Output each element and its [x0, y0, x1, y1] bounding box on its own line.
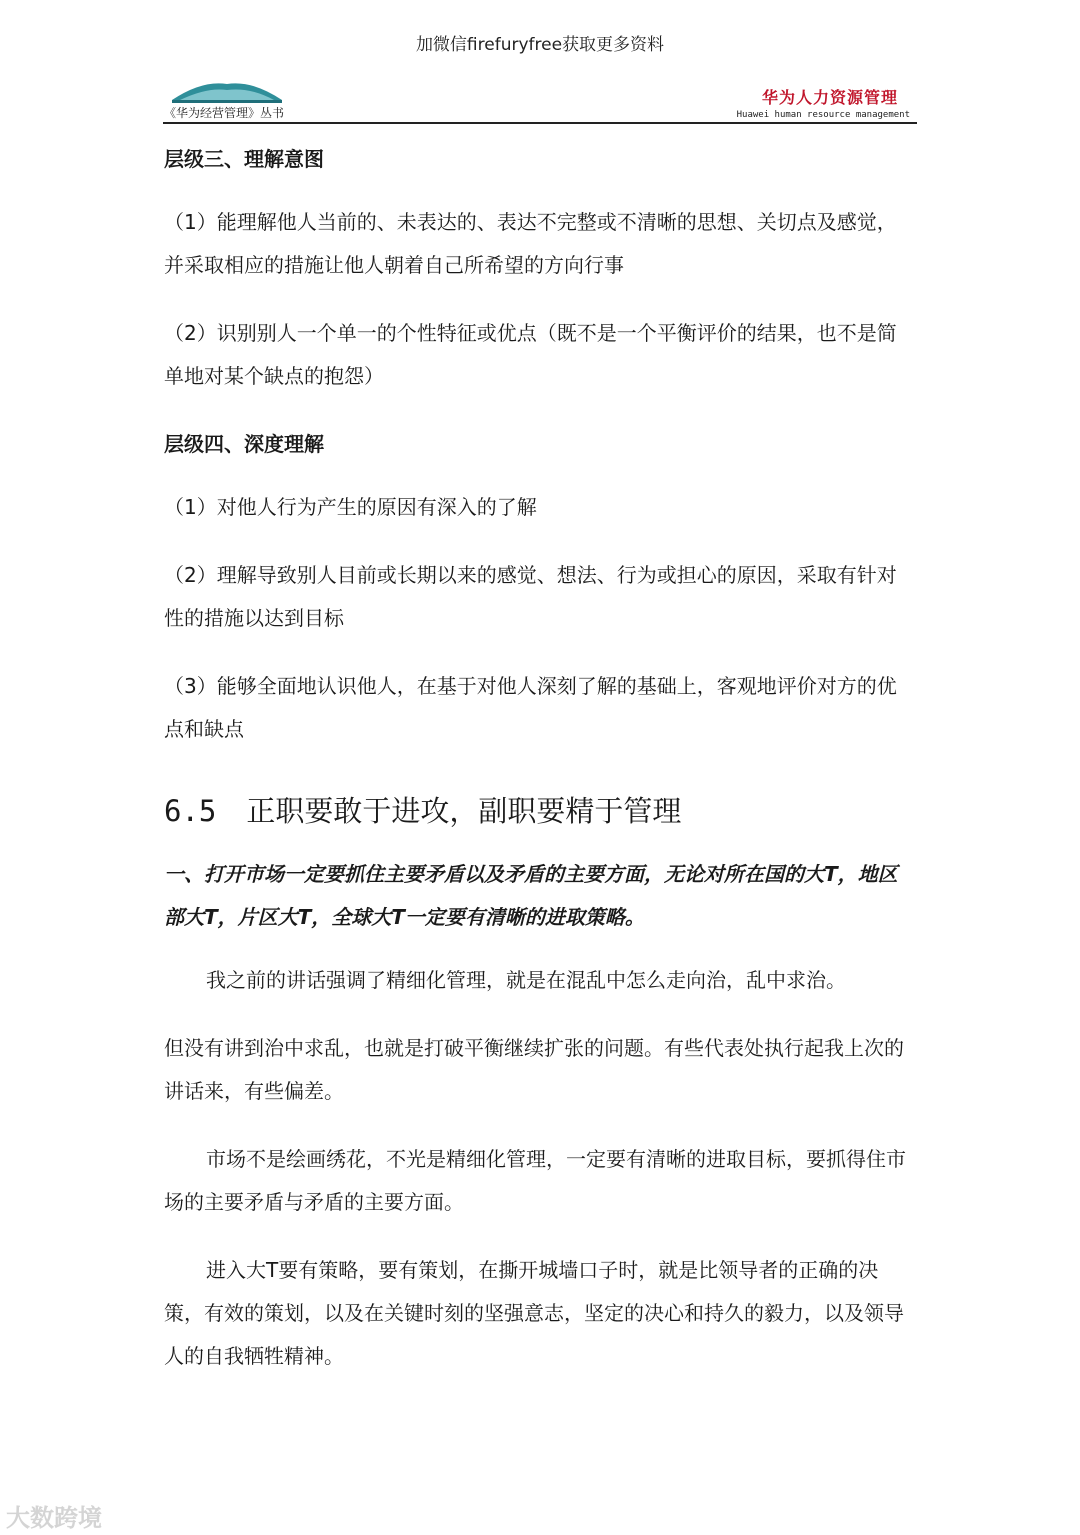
level3-heading: 层级三、理解意图 — [164, 147, 324, 171]
series-label: 《华为经营管理》丛书 — [164, 106, 285, 120]
level4-item-2: （2）理解导致别人目前或长期以来的感觉、想法、行为或担心的原因，采取有针对性的措施以达到目标 — [164, 563, 897, 630]
level3-item-1: （1）能理解他人当前的、未表达的、表达不完整或不清晰的思想、关切点及感觉，并采取相应的措施让他人朝着自己所希望的方向行事 — [164, 210, 897, 277]
brand-subtitle: Huawei human resource management — [736, 110, 910, 120]
brand-title: 华为人力资源管理 — [761, 88, 898, 107]
emphasis-heading: 一、打开市场一定要抓住主要矛盾以及矛盾的主要方面，无论对所在国的大T，地区部大T，片区大T，全球大T一定要有清晰的进取策略。 — [164, 862, 898, 929]
level4-item-3: （3）能够全面地认识他人，在基于对他人深刻了解的基础上，客观地评价对方的优点和缺点 — [164, 674, 897, 741]
body-paragraph-4: 进入大T要有策略，要有策划，在撕开城墙口子时，就是比领导者的正确的决策，有效的策划，以及在关键时刻的坚强意志，坚定的决心和持久的毅力，以及领导人的自我牺牲精神。 — [164, 1258, 904, 1368]
page-content — [164, 138, 916, 1378]
body-paragraph-2: 但没有讲到治中求乱，也就是打破平衡继续扩张的问题。有些代表处执行起我上次的讲话来，有些偏差。 — [164, 1036, 904, 1103]
level4-heading: 层级四、深度理解 — [164, 432, 324, 456]
top-note: 加微信firefuryfree获取更多资料 — [415, 35, 665, 55]
section-heading — [164, 791, 916, 831]
level4-item-1: （1）对他人行为产生的原因有深入的了解 — [164, 495, 537, 519]
section-number: 6.5 — [164, 794, 217, 828]
watermark: 大数跨境 — [6, 1504, 102, 1532]
body-paragraph-1: 我之前的讲话强调了精细化管理，就是在混乱中怎么走向治，乱中求治。 — [206, 968, 846, 992]
book-series-logo — [172, 78, 282, 104]
level3-item-2: （2）识别别人一个单一的个性特征或优点（既不是一个平衡评价的结果，也不是简单地对某个缺点的抱怨） — [164, 321, 897, 388]
section-title: 正职要敢于进攻，副职要精于管理 — [246, 794, 682, 828]
header-rule — [163, 122, 917, 124]
body-paragraph-3: 市场不是绘画绣花，不光是精细化管理，一定要有清晰的进取目标，要抓得住市场的主要矛盾与矛盾的主要方面。 — [164, 1147, 906, 1214]
